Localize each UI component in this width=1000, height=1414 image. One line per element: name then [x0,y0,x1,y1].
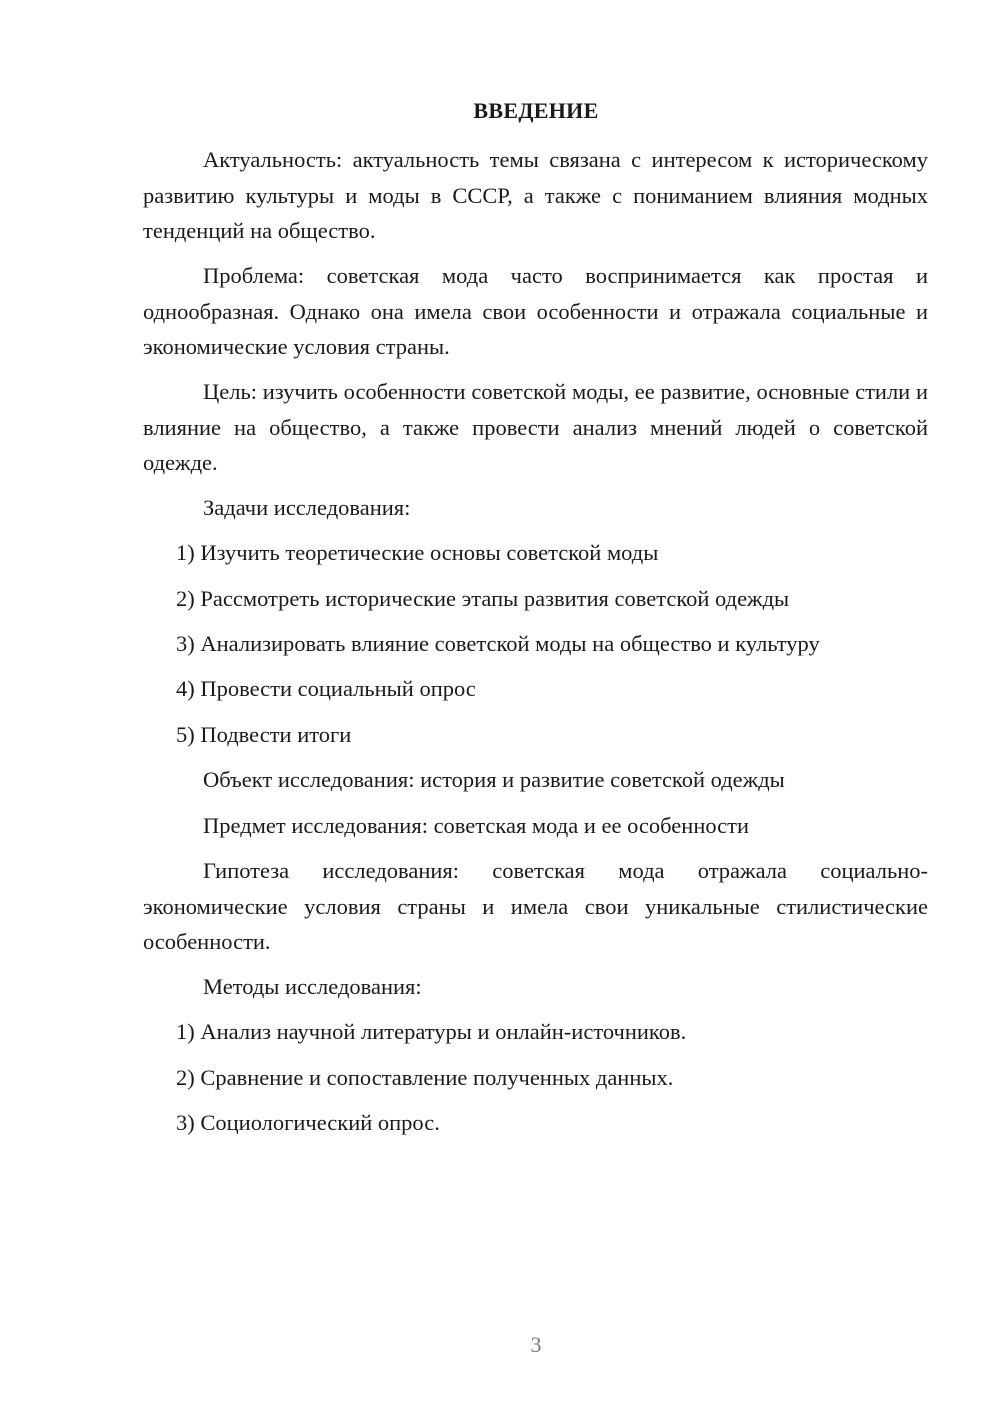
method-item-3: 3) Социологический опрос. [176,1110,440,1135]
problem-paragraph: Проблема: советская мода часто воспринимается как простая и однообразная. Однако она имела свои особенности и отражала социальные и экономические условия страны. [143,263,928,359]
goal-block [143,374,928,481]
task-item-1: 1) Изучить теоретические основы советской моды [176,540,659,565]
relevance-paragraph: Актуальность: актуальность темы связана с интересом к историческому развитию культуры и моды в СССР, а также с пониманием влияния модных тенденций на общество. [143,147,928,243]
goal-paragraph: Цель: изучить особенности советской моды, ее развитие, основные стили и влияние на общество, а также провести анализ мнений людей о советской одежде. [143,379,928,475]
method-item-2: 2) Сравнение и сопоставление полученных данных. [176,1065,674,1090]
method-item-1: 1) Анализ научной литературы и онлайн-источников. [176,1019,687,1044]
task-item-2: 2) Рассмотреть исторические этапы развития советской одежды [176,586,790,611]
relevance-block [143,142,928,249]
tasks-heading: Задачи исследования: [203,495,411,520]
subject-line: Предмет исследования: советская мода и ее особенности [203,813,750,838]
hypothesis-paragraph: Гипотеза исследования: советская мода отражала социально-экономические условия страны и имела свои уникальные стилистические особенности. [143,858,928,954]
section-heading: ВВЕДЕНИЕ [473,98,599,123]
task-item-4: 4) Провести социальный опрос [176,676,476,701]
hypothesis-block [143,853,928,960]
object-line: Объект исследования: история и развитие советской одежды [203,767,785,792]
problem-block [143,258,928,365]
task-item-3: 3) Анализировать влияние советской моды на общество и культуру [176,631,820,656]
page-number: 3 [530,1332,542,1357]
methods-heading: Методы исследования: [203,974,422,999]
task-item-5: 5) Подвести итоги [176,722,352,747]
